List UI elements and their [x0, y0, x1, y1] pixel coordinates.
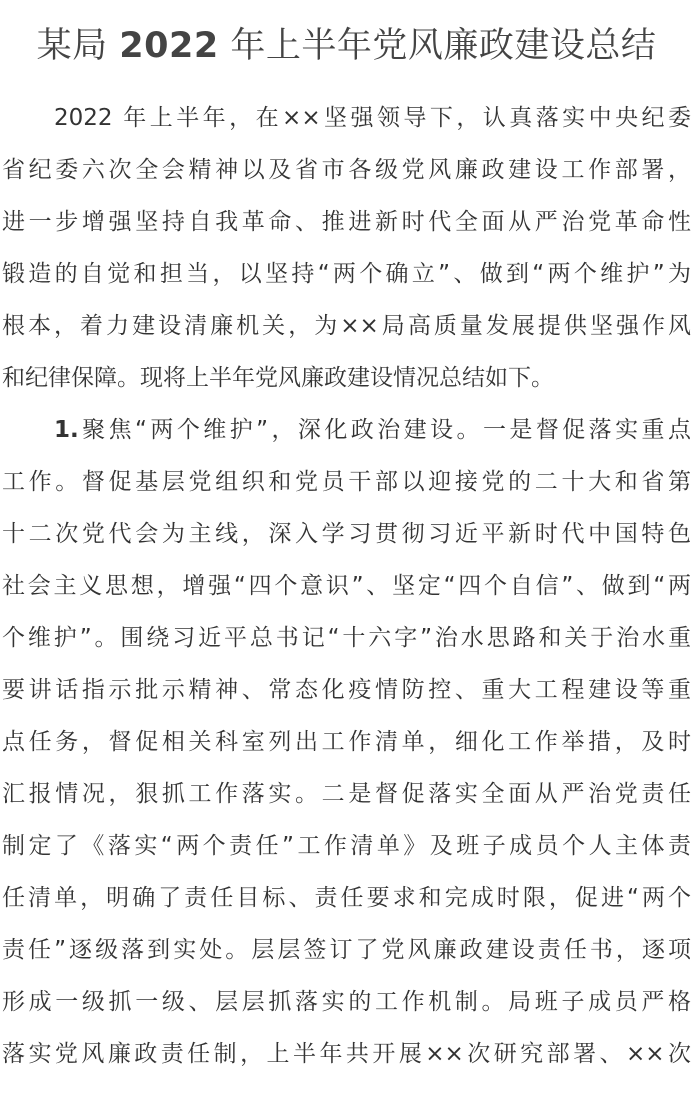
paragraph-line: 和纪律保障。现将上半年党风廉政建设情况总结如下。	[2, 365, 554, 391]
paragraph-line: 责任”逐级落到实处。层层签订了党风廉政建设责任书，逐项	[2, 937, 691, 963]
paragraph-line: 要讲话指示批示精神、常态化疫情防控、重大工程建设等重	[2, 677, 691, 703]
document-title	[0, 22, 693, 70]
paragraph-line: 进一步增强坚持自我革命、推进新时代全面从严治党革命性	[2, 209, 691, 235]
paragraph-line: 任清单，明确了责任目标、责任要求和完成时限，促进“两个	[2, 885, 691, 911]
title-suffix: 年上半年党风廉政建设总结	[230, 26, 657, 66]
paragraph-line: 社会主义思想，增强“四个意识”、坚定“四个自信”、做到“两	[2, 573, 691, 599]
paragraph-line: 点任务，督促相关科室列出工作清单，细化工作举措，及时	[2, 729, 691, 755]
title-year: 2022	[119, 26, 219, 66]
paragraph-line: 根本，着力建设清廉机关，为××局高质量发展提供坚强作风	[2, 313, 691, 339]
paragraph-line: 汇报情况，狠抓工作落实。二是督促落实全面从严治党责任	[2, 781, 691, 807]
paragraph-line: 形成一级抓一级、层层抓落实的工作机制。局班子成员严格	[2, 989, 691, 1015]
paragraph-line: 省纪委六次全会精神以及省市各级党风廉政建设工作部署，	[2, 157, 691, 183]
section-heading-text: 聚焦“两个维护”，深化政治建设。一是督促落实重点	[78, 417, 691, 443]
section-number: 1.	[54, 417, 79, 443]
paragraph-line: 工作。督促基层党组织和党员干部以迎接党的二十大和省第	[2, 469, 691, 495]
section-heading-line	[54, 413, 691, 447]
paragraph-line: 2022 年上半年，在××坚强领导下，认真落实中央纪委	[54, 105, 691, 131]
title-prefix: 某局	[36, 26, 108, 66]
paragraph-line: 落实党风廉政责任制，上半年共开展××次研究部署、××次	[2, 1041, 691, 1067]
paragraph-line: 个维护”。围绕习近平总书记“十六字”治水思路和关于治水重	[2, 625, 691, 651]
paragraph-line: 制定了《落实“两个责任”工作清单》及班子成员个人主体责	[2, 833, 691, 859]
paragraph-line: 锻造的自觉和担当，以坚持“两个确立”、做到“两个维护”为	[2, 261, 691, 287]
paragraph-line: 十二次党代会为主线，深入学习贯彻习近平新时代中国特色	[2, 521, 691, 547]
